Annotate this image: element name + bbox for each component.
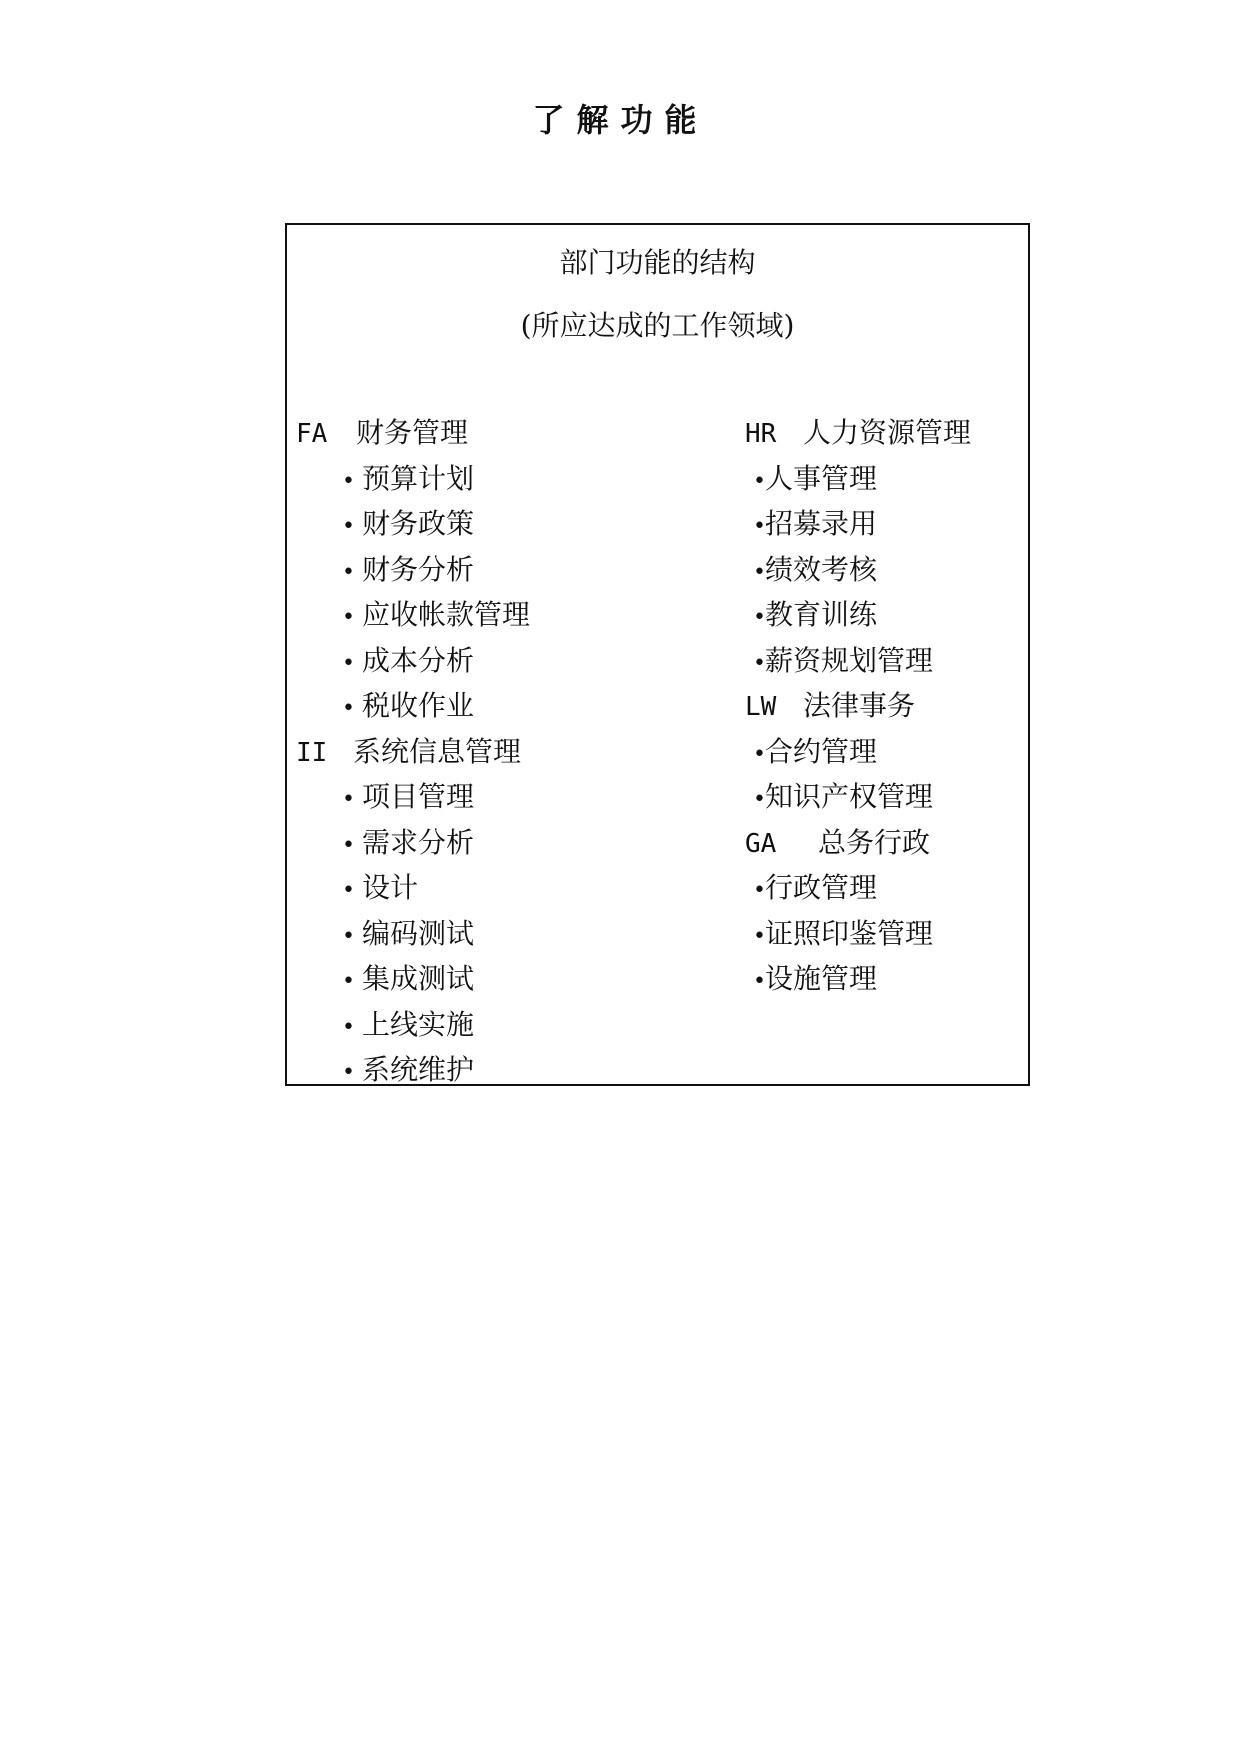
category-fa xyxy=(296,410,530,456)
bullet-icon: • xyxy=(342,1060,355,1085)
item-label: 集成测试 xyxy=(362,962,475,995)
item-label: 上线实施 xyxy=(362,1007,475,1041)
list-item xyxy=(296,501,530,547)
category-name: 总务行政 xyxy=(818,825,931,859)
bullet-icon: • xyxy=(342,650,355,676)
box-title: 部门功能的结构 xyxy=(559,246,756,279)
bullet-icon: • xyxy=(753,878,766,903)
bullet-icon: • xyxy=(753,514,766,539)
category-code: GA xyxy=(745,828,777,859)
category-code: FA xyxy=(296,419,328,449)
item-label: 招募录用 xyxy=(765,507,878,540)
item-label: 绩效考核 xyxy=(765,552,878,586)
item-label: 成本分析 xyxy=(362,643,475,677)
list-item xyxy=(745,774,971,820)
category-ga xyxy=(745,820,971,866)
function-structure-box xyxy=(285,223,1030,1086)
bullet-icon: • xyxy=(753,969,766,994)
category-ii xyxy=(296,729,530,775)
item-label: 教育训练 xyxy=(765,598,878,631)
item-label: 应收帐款管理 xyxy=(362,598,531,631)
bullet-icon: • xyxy=(753,650,766,676)
category-name: 财务管理 xyxy=(356,416,469,449)
category-name: 系统信息管理 xyxy=(353,734,522,768)
list-item xyxy=(296,456,530,502)
category-code: II xyxy=(296,737,328,768)
list-item xyxy=(745,501,971,547)
item-label: 合约管理 xyxy=(765,734,878,768)
list-item xyxy=(296,911,530,957)
item-label: 人事管理 xyxy=(765,461,878,495)
item-label: 知识产权管理 xyxy=(765,780,934,813)
bullet-icon: • xyxy=(753,787,766,812)
bullet-icon: • xyxy=(753,923,766,949)
item-label: 行政管理 xyxy=(765,871,878,904)
item-label: 项目管理 xyxy=(362,780,475,813)
list-item xyxy=(745,729,971,775)
bullet-icon: • xyxy=(342,696,355,721)
list-item xyxy=(296,956,530,1002)
category-name: 法律事务 xyxy=(803,689,916,722)
category-hr xyxy=(745,410,971,456)
list-item xyxy=(745,592,971,638)
list-item xyxy=(296,1002,530,1048)
bullet-icon: • xyxy=(342,559,355,585)
item-label: 预算计划 xyxy=(362,461,475,495)
list-item xyxy=(745,956,971,1002)
item-label: 系统维护 xyxy=(362,1053,475,1086)
list-item xyxy=(296,1047,530,1093)
bullet-icon: • xyxy=(342,468,355,494)
list-item xyxy=(745,547,971,593)
bullet-icon: • xyxy=(342,605,355,630)
bullet-icon: • xyxy=(753,468,766,494)
item-label: 税收作业 xyxy=(362,689,475,722)
bullet-icon: • xyxy=(342,923,355,949)
bullet-icon: • xyxy=(342,787,355,812)
list-item xyxy=(296,820,530,866)
list-item xyxy=(745,865,971,911)
category-name: 人力资源管理 xyxy=(803,416,972,449)
page-title: 了解功能 xyxy=(532,101,709,139)
bullet-icon: • xyxy=(342,1014,355,1040)
item-label: 编码测试 xyxy=(362,916,475,950)
category-lw xyxy=(745,683,971,729)
item-label: 证照印鉴管理 xyxy=(765,916,934,950)
bullet-icon: • xyxy=(753,559,766,585)
item-label: 财务政策 xyxy=(362,507,475,540)
item-label: 薪资规划管理 xyxy=(765,643,934,677)
category-code: HR xyxy=(745,419,777,449)
left-column xyxy=(296,410,530,1093)
category-code: LW xyxy=(745,692,777,722)
bullet-icon: • xyxy=(342,969,355,994)
list-item xyxy=(296,683,530,729)
bullet-icon: • xyxy=(342,514,355,539)
box-subtitle: (所应达成的工作领域) xyxy=(520,309,795,342)
bullet-icon: • xyxy=(342,832,355,858)
item-label: 需求分析 xyxy=(362,825,475,859)
list-item xyxy=(745,911,971,957)
item-label: 设计 xyxy=(362,871,419,904)
bullet-icon: • xyxy=(753,741,766,767)
list-item xyxy=(296,638,530,684)
list-item xyxy=(296,547,530,593)
bullet-icon: • xyxy=(342,878,355,903)
bullet-icon: • xyxy=(753,605,766,630)
list-item xyxy=(296,774,530,820)
list-item xyxy=(296,865,530,911)
list-item xyxy=(745,456,971,502)
item-label: 设施管理 xyxy=(765,962,878,995)
item-label: 财务分析 xyxy=(362,552,475,586)
right-column xyxy=(745,410,971,1002)
list-item xyxy=(745,638,971,684)
list-item xyxy=(296,592,530,638)
